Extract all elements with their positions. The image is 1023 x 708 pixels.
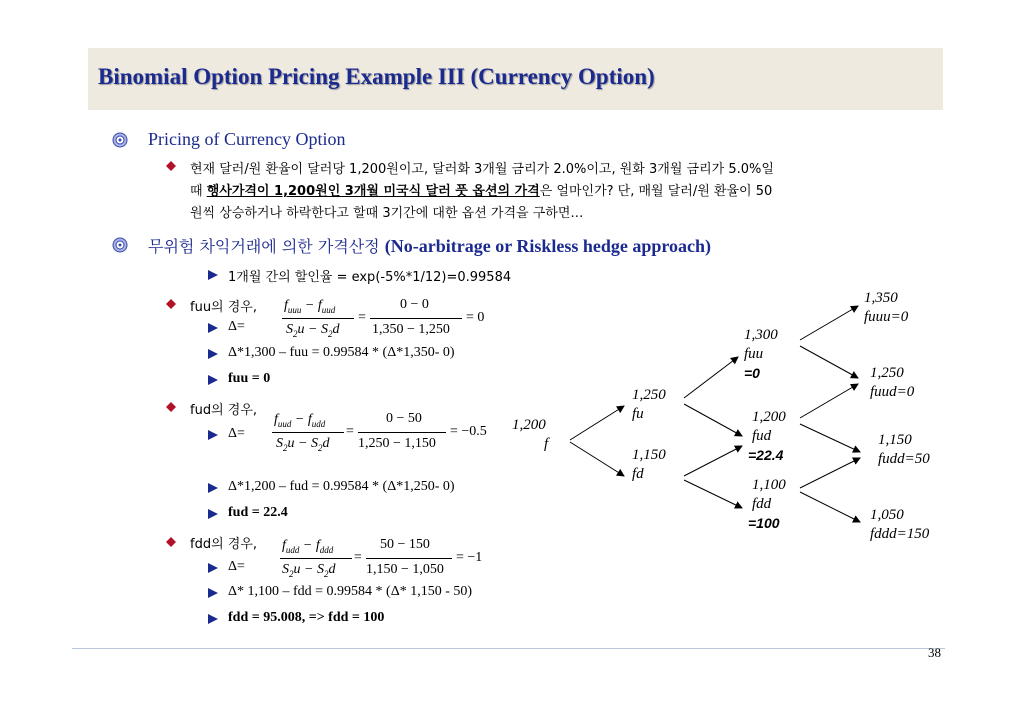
node-ddd [870, 506, 929, 544]
node-label: fud [752, 428, 772, 444]
section2-heading-kr: 무위험 차익거래에 의한 가격산정 [148, 237, 385, 256]
section1-heading: Pricing of Currency Option [148, 129, 346, 149]
diamond-bullet-icon [166, 299, 176, 309]
fdd-result: = −1 [456, 550, 483, 565]
node-label: fuud=0 [870, 384, 915, 400]
node-label: fu [632, 406, 644, 422]
fraction-bar [280, 558, 352, 559]
problem-line-2a: 때 [190, 184, 207, 199]
fud-frac-num-sym: $f_{uud} - f_{udd}$ [274, 412, 326, 429]
node-price: 1,250 [632, 387, 666, 403]
node-label: fd [632, 466, 644, 482]
discount-rate: 1개월 간의 할인율 = exp(-5%*1/12)=0.99584 [228, 270, 512, 285]
arrow-2uu-up [800, 306, 858, 340]
triangle-bullet-icon [208, 270, 218, 280]
problem-line-2 [190, 180, 772, 199]
footer-divider [72, 648, 945, 649]
node-uu [744, 326, 778, 383]
fuu-delta-label: Δ= [228, 319, 245, 334]
fuu-result: = 0 [466, 310, 485, 325]
spiral-bullet-icon [112, 132, 128, 148]
fud-frac-den-sym: $S_2u - S_2d$ [276, 436, 330, 453]
fraction-bar [282, 318, 354, 319]
triangle-bullet-icon [208, 349, 218, 359]
fdd-equation: Δ* 1,100 – fdd = 0.99584 * (Δ* 1,150 - 50) [228, 584, 473, 599]
triangle-bullet-icon [208, 588, 218, 598]
node-price: 1,050 [870, 507, 904, 523]
fdd-den-val: 1,150 − 1,050 [366, 562, 444, 577]
arrow-1u-down [684, 404, 742, 436]
equals-sign: = [346, 424, 354, 439]
triangle-bullet-icon [208, 483, 218, 493]
node-root [512, 416, 548, 454]
triangle-bullet-icon [208, 563, 218, 573]
problem-line-3: 원씩 상승하거나 하락한다고 할때 3기간에 대한 옵션 가격을 구하면… [190, 206, 584, 221]
spiral-bullet-icon [112, 237, 128, 253]
fdd-frac-den-sym: $S_2u - S_2d$ [282, 562, 336, 579]
fud-equation: Δ*1,200 – fud = 0.99584 * (Δ*1,250- 0) [228, 479, 455, 494]
node-price: 1,150 [632, 447, 666, 463]
fud-result: = −0.5 [450, 424, 487, 439]
problem-line-2c: 은 얼마인가? 단, 매월 달러/원 환율이 50 [539, 184, 773, 199]
fud-den-val: 1,250 − 1,150 [358, 436, 436, 451]
node-label: fuu [744, 346, 764, 362]
triangle-bullet-icon [208, 614, 218, 624]
fud-delta-label: Δ= [228, 426, 245, 441]
fuu-equation: Δ*1,300 – fuu = 0.99584 * (Δ*1,350- 0) [228, 345, 455, 360]
fuu-answer: fuu = 0 [228, 371, 271, 386]
node-value: =22.4 [748, 447, 784, 463]
fud-answer: fud = 22.4 [228, 505, 288, 520]
arrow-1d-up [684, 446, 742, 476]
problem-emphasis: 행사가격이 1,200원인 3개월 미국식 달러 풋 옵션의 가격 [206, 184, 540, 199]
slide-title: Binomial Option Pricing Example III (Currency Option) [98, 64, 655, 89]
section2-heading-en: (No-arbitrage or Riskless hedge approach) [384, 236, 712, 256]
node-ud [748, 408, 786, 465]
fraction-bar [272, 432, 344, 433]
node-label: fdd [752, 496, 772, 512]
fuu-frac-den-sym: $S_2u - S_2d$ [286, 322, 340, 339]
fuu-num-val: 0 − 0 [400, 297, 429, 312]
fdd-answer: fdd = 95.008, => fdd = 100 [228, 610, 385, 625]
arrow-1u-up [684, 357, 738, 398]
node-dd [748, 476, 786, 533]
fdd-case-label: fdd의 경우, [190, 537, 258, 552]
fraction-bar [358, 432, 446, 433]
diamond-bullet-icon [166, 161, 176, 171]
node-label: f [544, 436, 549, 452]
node-label: fudd=50 [878, 451, 930, 467]
arrow-2ud-up [800, 384, 858, 418]
node-price: 1,200 [512, 417, 546, 433]
node-price: 1,150 [878, 432, 912, 448]
node-label: fuuu=0 [864, 309, 909, 325]
arrow-1d-down [684, 480, 742, 508]
fud-case-label: fud의 경우, [190, 403, 258, 418]
fuu-frac-num-sym: $f_{uuu} - f_{uud}$ [284, 298, 336, 315]
arrow-2ud-down [800, 424, 860, 452]
node-value: =0 [744, 365, 760, 381]
diamond-bullet-icon [166, 537, 176, 547]
arrow-0-down [570, 442, 624, 476]
arrow-2dd-up [800, 458, 860, 488]
node-value: =100 [748, 515, 780, 531]
triangle-bullet-icon [208, 375, 218, 385]
triangle-bullet-icon [208, 430, 218, 440]
equals-sign: = [354, 550, 362, 565]
section2-heading [148, 234, 711, 257]
arrow-2dd-down [800, 492, 860, 522]
arrow-2uu-down [800, 346, 858, 378]
page-number: 38 [928, 645, 941, 660]
node-price: 1,350 [864, 290, 898, 306]
arrow-0-up [570, 406, 624, 440]
equals-sign: = [358, 310, 366, 325]
node-udd [878, 431, 930, 469]
fraction-bar [366, 558, 452, 559]
node-price: 1,100 [752, 477, 786, 493]
node-price: 1,250 [870, 365, 904, 381]
fraction-bar [370, 318, 462, 319]
fuu-case-label: fuu의 경우, [190, 300, 257, 315]
fud-num-val: 0 − 50 [386, 411, 422, 426]
node-uuu [864, 289, 908, 327]
triangle-bullet-icon [208, 323, 218, 333]
diamond-bullet-icon [166, 402, 176, 412]
node-down [632, 446, 666, 484]
fuu-den-val: 1,350 − 1,250 [372, 322, 450, 337]
fdd-num-val: 50 − 150 [380, 537, 430, 552]
node-price: 1,200 [752, 409, 786, 425]
problem-line-1: 현재 달러/원 환율이 달러당 1,200원이고, 달러화 3개월 금리가 2.0%이고, 원화 3개월 금리가 5.0%일 [190, 162, 774, 177]
node-price: 1,300 [744, 327, 778, 343]
node-uud [870, 364, 914, 402]
node-label: fddd=150 [870, 526, 930, 542]
triangle-bullet-icon [208, 509, 218, 519]
node-up [632, 386, 666, 424]
fdd-delta-label: Δ= [228, 559, 245, 574]
fdd-frac-num-sym: $f_{udd} - f_{ddd}$ [282, 538, 334, 555]
